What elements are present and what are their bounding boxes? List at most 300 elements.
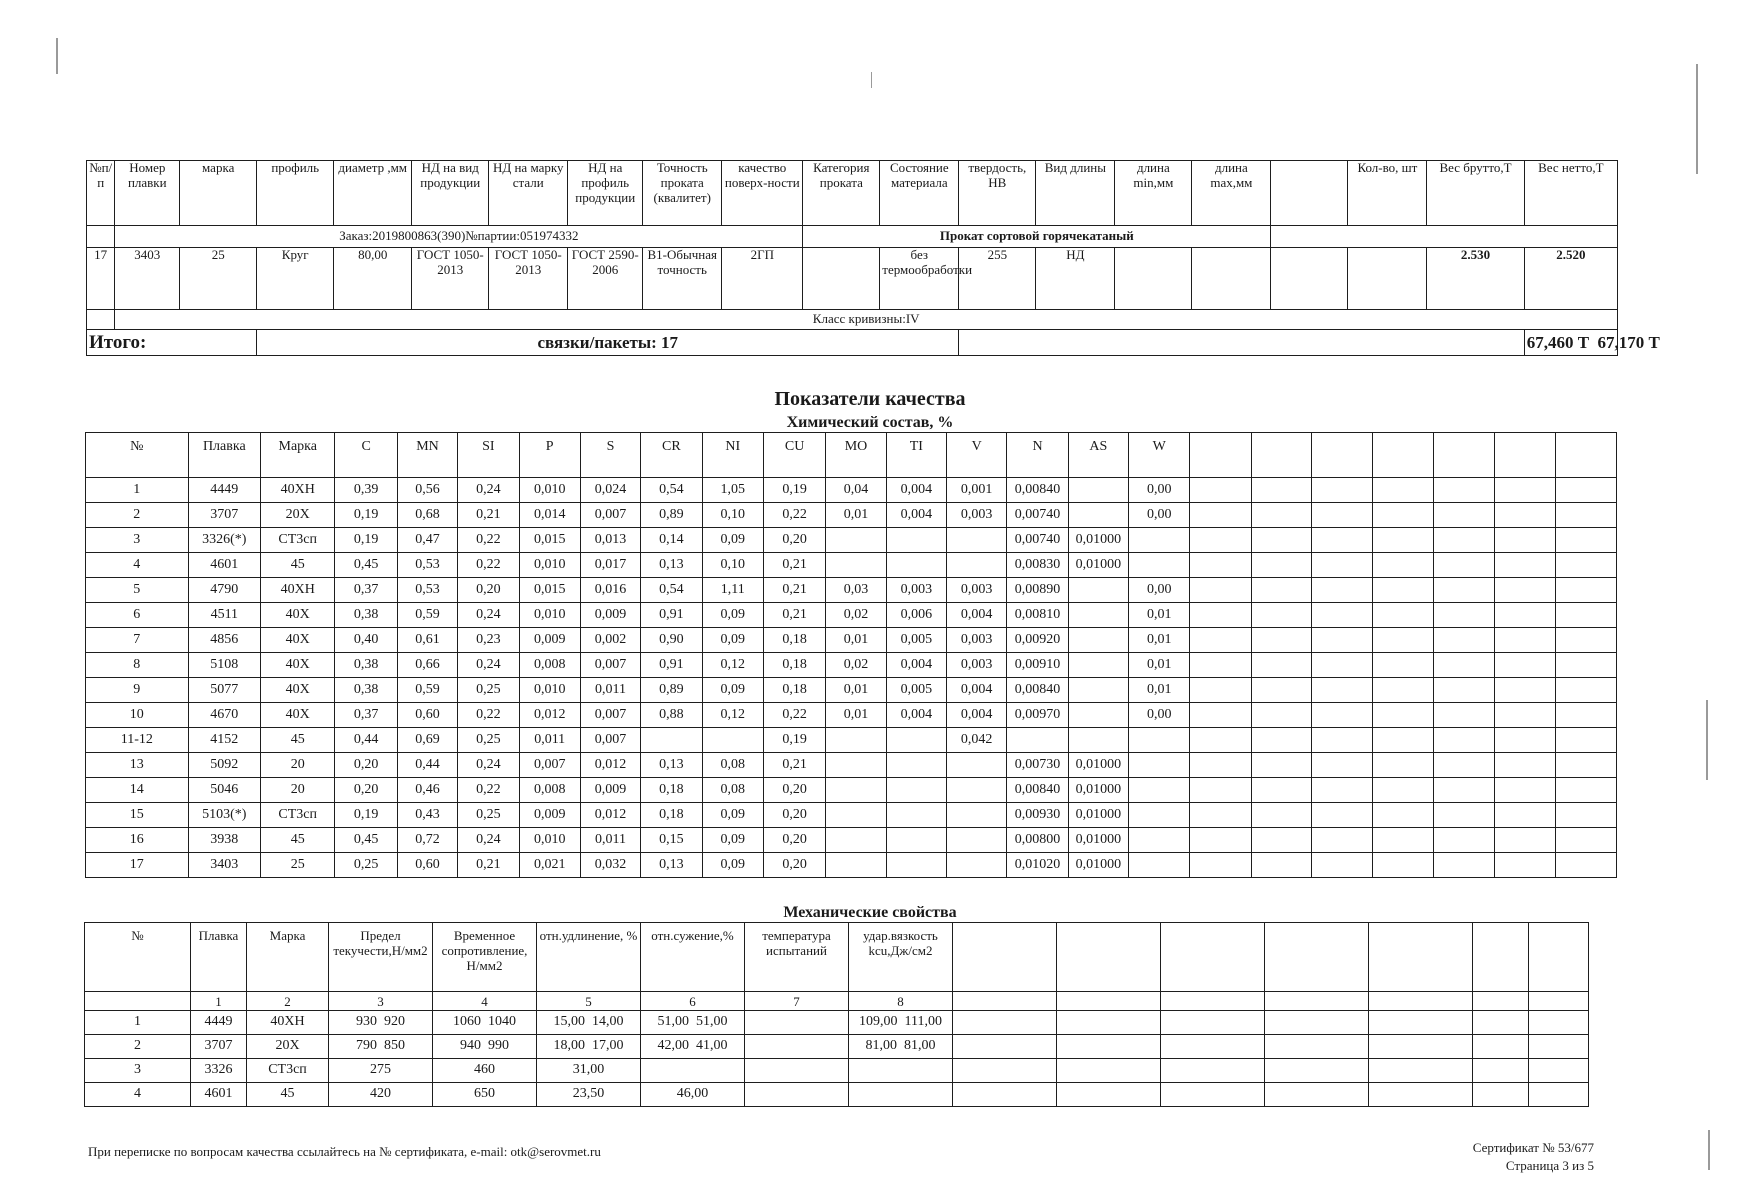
chem-cell: 0,21 [763,578,825,603]
chem-cell [1312,603,1373,628]
chem-cell: 0,01000 [1068,778,1128,803]
chem-header-cell: S [580,433,640,478]
chem-cell [1495,528,1555,553]
chem-cell: 0,13 [641,853,702,878]
mech-col-number [85,992,191,1011]
chem-cell: 0,007 [580,503,640,528]
mech-cell [1265,1059,1369,1083]
mech-header-cell: Марка [247,923,329,992]
chem-cell: 5103(*) [188,803,260,828]
chem-cell: 4152 [188,728,260,753]
mech-cell: 940 990 [433,1035,537,1059]
order-info: Заказ:2019800863(390)№партии:051974332 [115,226,803,248]
chem-cell: 0,017 [580,553,640,578]
chem-header-cell: CU [763,433,825,478]
bundles-count: связки/пакеты: 17 [257,330,959,356]
chem-cell [1190,503,1251,528]
chem-cell: 0,004 [886,503,946,528]
chem-cell [946,828,1006,853]
chem-cell: 20 [261,778,335,803]
chem-cell [1190,753,1251,778]
mech-header-cell: Плавка [191,923,247,992]
mech-cell [953,1011,1057,1035]
chem-cell [1373,503,1433,528]
scan-mark [871,72,872,88]
mech-cell: 4601 [191,1083,247,1107]
chem-cell [1312,803,1373,828]
mech-cell: 45 [247,1083,329,1107]
chem-cell: 8 [86,653,189,678]
chem-cell [1555,828,1617,853]
order-header-cell: Вес нетто,Т [1524,161,1617,226]
order-cell [1271,248,1348,310]
chem-cell: 0,007 [580,653,640,678]
chem-cell: 0,19 [763,728,825,753]
chem-cell [641,728,702,753]
chem-cell [1251,803,1311,828]
mech-cell [1161,1059,1265,1083]
chem-cell [1190,603,1251,628]
mech-col-number: 3 [329,992,433,1011]
chem-header-cell [1555,433,1617,478]
chem-cell [1373,703,1433,728]
chem-cell: 0,021 [519,853,580,878]
chem-cell: 17 [86,853,189,878]
order-header-cell: Состояние материала [880,161,959,226]
chem-cell [1373,478,1433,503]
mech-cell: 23,50 [537,1083,641,1107]
chem-cell: 0,20 [763,778,825,803]
mech-title: Механические свойства [783,904,957,921]
chem-cell: 0,00910 [1007,653,1068,678]
chem-cell: 0,013 [580,528,640,553]
chem-cell [1555,853,1617,878]
mech-col-number: 1 [191,992,247,1011]
chem-row [86,628,1617,653]
chem-cell: 0,18 [763,678,825,703]
chem-cell: 0,09 [702,853,763,878]
chem-cell: 0,20 [763,853,825,878]
chem-cell [1433,628,1494,653]
chem-cell: 0,003 [946,628,1006,653]
chem-cell [826,728,886,753]
chem-cell: 0,006 [886,603,946,628]
chem-cell [1190,728,1251,753]
chem-cell: 4 [86,553,189,578]
chem-cell: СТ3сп [261,528,335,553]
chem-cell [1373,528,1433,553]
order-cell: 2.530 [1427,248,1524,310]
chem-cell [1433,653,1494,678]
mech-cell: 20Х [247,1035,329,1059]
total-net: 67,170 Т [1597,332,1660,352]
chem-header-cell: AS [1068,433,1128,478]
chem-cell [1373,803,1433,828]
chem-cell [886,853,946,878]
mech-cell: 1 [85,1011,191,1035]
chem-cell: 0,011 [519,728,580,753]
chem-cell: 0,15 [641,828,702,853]
chem-cell: 40Х [261,603,335,628]
chem-cell: 0,042 [946,728,1006,753]
chem-header-cell: P [519,433,580,478]
mech-cell: 2 [85,1035,191,1059]
order-header-cell: длина max,мм [1192,161,1271,226]
chem-cell [886,828,946,853]
chem-cell: 0,01000 [1068,753,1128,778]
quality-title: Показатели качества [774,388,966,410]
chem-cell: 45 [261,828,335,853]
mech-col-number [1057,992,1161,1011]
chem-cell: 7 [86,628,189,653]
chem-cell: 0,60 [397,703,457,728]
mech-row [85,1083,1589,1107]
order-cell: НД [1036,248,1115,310]
chem-cell [886,528,946,553]
chem-cell: СТ3сп [261,803,335,828]
chem-cell: 13 [86,753,189,778]
chem-cell: 0,009 [519,628,580,653]
chem-cell: 0,01 [1129,653,1190,678]
total-label: Итого: [87,330,257,356]
chem-cell: 0,68 [397,503,457,528]
mech-col-number [1529,992,1589,1011]
chem-cell: 0,60 [397,853,457,878]
mech-cell: СТ3сп [247,1059,329,1083]
chem-cell: 0,01000 [1068,803,1128,828]
chem-header-cell [1373,433,1433,478]
chem-cell [1190,803,1251,828]
order-cell: ГОСТ 1050-2013 [412,248,489,310]
chem-cell [1068,503,1128,528]
chem-cell [826,778,886,803]
chem-cell [1251,753,1311,778]
chem-cell: 0,00920 [1007,628,1068,653]
mech-cell [1473,1083,1529,1107]
chem-cell [1068,478,1128,503]
chem-cell: 4670 [188,703,260,728]
scan-mark [1708,1130,1710,1170]
chem-cell: 0,007 [519,753,580,778]
order-header-cell: НД на марку стали [489,161,568,226]
chem-cell: 0,008 [519,778,580,803]
mech-header-cell [1369,923,1473,992]
chem-cell [1312,653,1373,678]
order-cell: 17 [87,248,115,310]
chem-cell: 0,012 [580,753,640,778]
chem-cell: 14 [86,778,189,803]
chem-cell: 0,24 [458,753,519,778]
chem-cell: 0,001 [946,478,1006,503]
mech-row [85,1011,1589,1035]
chem-row [86,578,1617,603]
chem-cell: 0,24 [458,603,519,628]
chem-cell [1495,578,1555,603]
chem-cell: 0,25 [458,728,519,753]
chem-cell [946,853,1006,878]
mech-cell: 4 [85,1083,191,1107]
chem-cell [1312,678,1373,703]
chem-cell: 0,13 [641,553,702,578]
chem-cell: 0,02 [826,653,886,678]
mech-header-cell [953,923,1057,992]
chem-cell: 0,032 [580,853,640,878]
mech-col-number [1265,992,1369,1011]
mech-cell: 930 920 [329,1011,433,1035]
chem-cell [1190,628,1251,653]
chem-cell: 6 [86,603,189,628]
mech-header-cell: температура испытаний [745,923,849,992]
chem-cell: 45 [261,553,335,578]
chem-cell [826,553,886,578]
chem-cell: 0,00 [1129,578,1190,603]
chem-cell [1312,753,1373,778]
mech-cell [953,1035,1057,1059]
chem-cell [1433,528,1494,553]
chem-cell: 0,007 [580,728,640,753]
chem-cell [1433,828,1494,853]
chem-cell [1068,603,1128,628]
mech-cell [1529,1011,1589,1035]
chem-cell: 0,010 [519,478,580,503]
chem-cell: 0,007 [580,703,640,728]
chem-cell: 0,09 [702,828,763,853]
chem-cell: 0,19 [335,503,397,528]
chem-cell: 0,59 [397,678,457,703]
chem-cell [1068,628,1128,653]
chem-row [86,528,1617,553]
mech-cell [1473,1059,1529,1083]
chem-cell [1373,778,1433,803]
chem-cell: 0,21 [763,753,825,778]
chem-cell: 0,00740 [1007,503,1068,528]
chem-cell: 0,011 [580,828,640,853]
chem-cell [1251,553,1311,578]
chem-cell [1312,628,1373,653]
chem-cell [1190,678,1251,703]
chem-cell [1251,528,1311,553]
chem-cell: 0,004 [886,653,946,678]
mech-cell [1369,1035,1473,1059]
mech-cell [1369,1011,1473,1035]
chem-cell: 0,19 [763,478,825,503]
chem-cell: 0,01 [826,628,886,653]
chem-cell [1373,728,1433,753]
chem-cell: 0,47 [397,528,457,553]
chem-cell [1251,653,1311,678]
chem-cell [946,553,1006,578]
mech-cell: 460 [433,1059,537,1083]
mech-col-number: 6 [641,992,745,1011]
chem-cell: 10 [86,703,189,728]
chem-cell [1068,578,1128,603]
chem-row [86,828,1617,853]
mech-col-number: 8 [849,992,953,1011]
chem-cell: 25 [261,853,335,878]
chem-cell: 0,88 [641,703,702,728]
mech-row [85,1059,1589,1083]
mech-cell: 46,00 [641,1083,745,1107]
chem-cell: 4511 [188,603,260,628]
order-header-cell: Вид длины [1036,161,1115,226]
chem-cell [1495,603,1555,628]
chem-cell [1555,603,1617,628]
chem-cell [1555,503,1617,528]
chem-cell: 0,72 [397,828,457,853]
order-cell [1115,248,1192,310]
chem-cell: 0,00890 [1007,578,1068,603]
mech-header-cell: Временное сопротивление, Н/мм2 [433,923,537,992]
chem-cell [1007,728,1068,753]
chem-cell [1190,703,1251,728]
chem-cell: 0,004 [886,703,946,728]
chem-cell [1251,703,1311,728]
chem-cell [1433,778,1494,803]
order-header-cell: Вес брутто,Т [1427,161,1524,226]
chem-cell [1495,828,1555,853]
chem-cell [1433,603,1494,628]
chem-cell: 0,21 [458,853,519,878]
order-header-cell: марка [180,161,257,226]
chem-cell: 0,22 [458,703,519,728]
chem-header-cell [1190,433,1251,478]
curvature-class: Класс кривизны:IV [115,310,1618,330]
chem-cell: 0,89 [641,678,702,703]
chem-cell: 3 [86,528,189,553]
chem-cell: 0,08 [702,778,763,803]
chem-cell: 0,53 [397,553,457,578]
chem-cell [1433,578,1494,603]
order-header-cell: НД на профиль продукции [568,161,643,226]
chem-cell [1495,553,1555,578]
mech-header-cell [1265,923,1369,992]
mech-cell: 790 850 [329,1035,433,1059]
chem-cell: 0,00840 [1007,478,1068,503]
chem-header-cell [1251,433,1311,478]
chem-cell: 0,01 [1129,678,1190,703]
chem-cell: 0,38 [335,653,397,678]
chem-header-cell: MN [397,433,457,478]
chem-cell: 0,24 [458,478,519,503]
order-cell: Круг [257,248,334,310]
chem-cell [826,528,886,553]
mech-cell: 420 [329,1083,433,1107]
chem-header-cell: CR [641,433,702,478]
chem-cell [1068,653,1128,678]
mech-col-number [1473,992,1529,1011]
chem-cell: 0,14 [641,528,702,553]
chem-cell [1190,653,1251,678]
order-table [86,160,1660,356]
chem-cell [1068,703,1128,728]
chem-cell: 0,02 [826,603,886,628]
chem-cell: 0,002 [580,628,640,653]
mech-header-cell [1161,923,1265,992]
mech-cell: 15,00 14,00 [537,1011,641,1035]
chem-cell: 11-12 [86,728,189,753]
chem-cell: 0,23 [458,628,519,653]
chem-cell: 0,011 [580,678,640,703]
mech-cell: 31,00 [537,1059,641,1083]
chem-cell [1555,578,1617,603]
chem-cell: 4601 [188,553,260,578]
chem-cell [1312,528,1373,553]
chem-cell [1129,778,1190,803]
chem-cell: 0,010 [519,553,580,578]
chem-cell [702,728,763,753]
mech-cell [1265,1083,1369,1107]
chem-cell [826,828,886,853]
chem-cell [1373,653,1433,678]
chem-cell [1555,753,1617,778]
mech-col-number [1161,992,1265,1011]
chem-cell: 0,01000 [1068,853,1128,878]
chem-cell: 0,54 [641,578,702,603]
chem-header-row [86,433,1617,478]
chem-cell [1129,803,1190,828]
order-header-cell: Категория проката [803,161,880,226]
chem-cell [1190,553,1251,578]
chem-cell [1495,703,1555,728]
chem-header-cell: MO [826,433,886,478]
chem-cell: 0,19 [335,803,397,828]
chem-cell: 5108 [188,653,260,678]
chem-cell: 0,25 [458,678,519,703]
mech-table [84,922,1589,1107]
chem-cell [1495,728,1555,753]
chem-cell: 0,10 [702,553,763,578]
chem-cell [946,803,1006,828]
product-type: Прокат сортовой горячекатаный [803,226,1271,248]
mech-cell [1529,1035,1589,1059]
chem-cell [1495,803,1555,828]
chem-cell: 0,015 [519,578,580,603]
chem-cell [1129,853,1190,878]
chem-cell: 0,00 [1129,503,1190,528]
chem-cell: 0,20 [335,753,397,778]
chem-cell: 0,09 [702,603,763,628]
chem-cell: 40Х [261,653,335,678]
chem-row [86,553,1617,578]
chem-cell: 0,010 [519,678,580,703]
chem-cell: 0,40 [335,628,397,653]
mech-cell [745,1059,849,1083]
order-info-row [87,226,1618,248]
mech-col-number [1369,992,1473,1011]
chem-cell: 4790 [188,578,260,603]
chem-cell: 0,20 [763,528,825,553]
order-cell: 2ГП [722,248,803,310]
chem-cell [1312,503,1373,528]
chem-cell [1433,728,1494,753]
chem-cell: 0,25 [458,803,519,828]
chem-cell: 0,09 [702,628,763,653]
chem-cell [1373,678,1433,703]
chem-header-cell: SI [458,433,519,478]
mech-cell: 18,00 17,00 [537,1035,641,1059]
order-header-row [87,161,1618,226]
mech-cell [1057,1083,1161,1107]
order-header-cell: Кол-во, шт [1348,161,1427,226]
mech-header-cell: отн.удлинение, % [537,923,641,992]
chem-cell: 5077 [188,678,260,703]
chem-cell [886,778,946,803]
chem-cell [1190,853,1251,878]
chem-cell: 2 [86,503,189,528]
chem-cell [1495,628,1555,653]
mech-col-number: 2 [247,992,329,1011]
chem-cell [1129,728,1190,753]
